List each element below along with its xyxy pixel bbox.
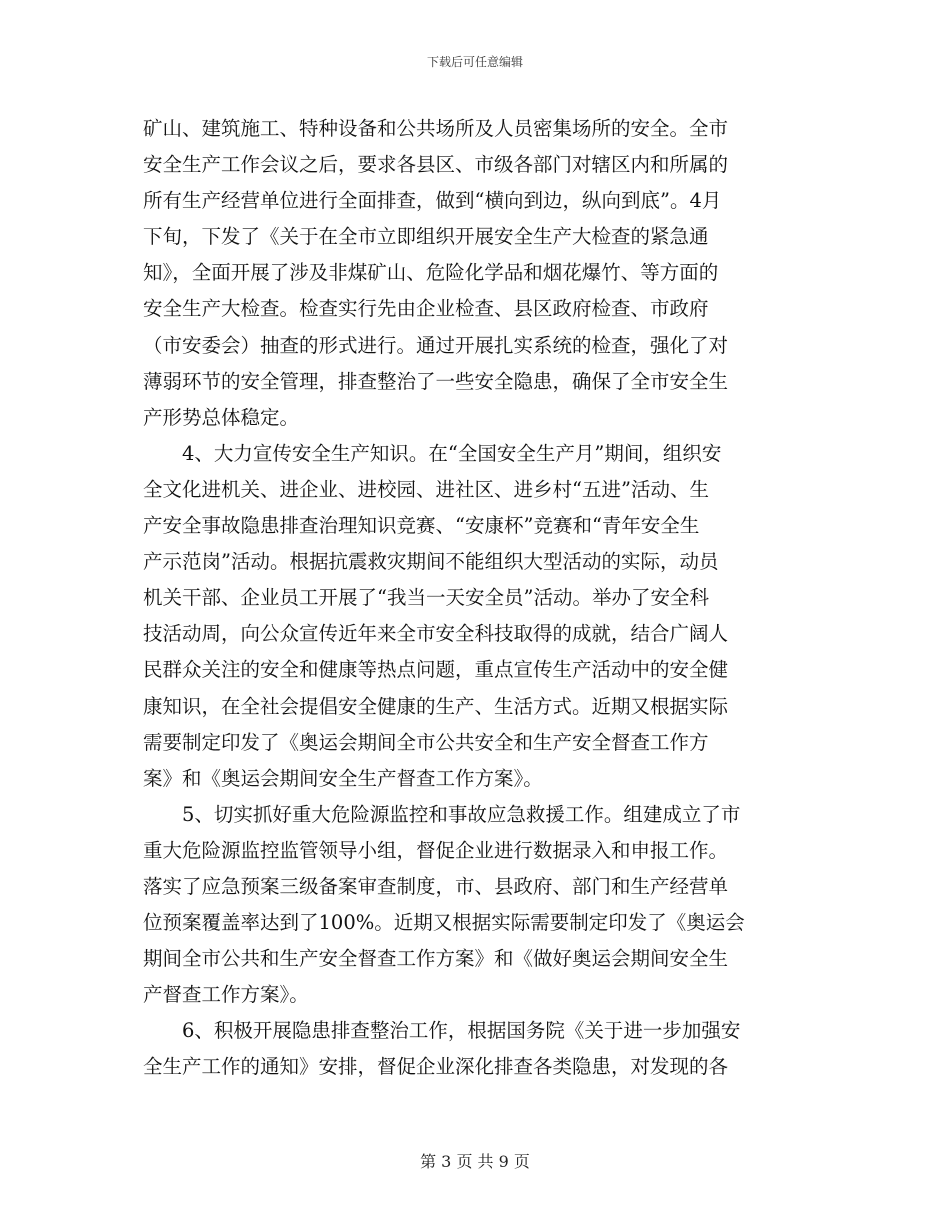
- text-line: 落实了应急预案三级备案审查制度，市、县政府、部门和生产经营单: [143, 874, 729, 898]
- document-body: [143, 111, 808, 1086]
- page-number: 第 3 页 共 9 页: [420, 1152, 530, 1171]
- text-line: 案》和《奥运会期间安全生产督查工作方案》。: [143, 766, 543, 790]
- text-line: （市安委会）抽查的形式进行。通过开展扎实系统的检查，强化了对: [143, 333, 729, 357]
- text-line: 机关干部、企业员工开展了“我当一天安全员”活动。举办了安全科: [143, 586, 709, 610]
- text-line: 民群众关注的安全和健康等热点问题，重点宣传生产活动中的安全健: [143, 658, 729, 682]
- text-line: 安全生产工作会议之后，要求各县区、市级各部门对辖区内和所属的: [143, 153, 729, 177]
- page-header: 下载后可任意编辑: [426, 55, 523, 69]
- text-line: 5、切实抓好重大危险源监控和事故应急救援工作。组建成立了市: [143, 802, 741, 826]
- text-line: 技活动周，向公众宣传近年来全市安全科技取得的成就，结合广阔人: [143, 622, 729, 646]
- text-line: 康知识，在全社会提倡安全健康的生产、生活方式。近期又根据实际: [143, 694, 729, 718]
- text-line: 知》，全面开展了涉及非煤矿山、危险化学品和烟花爆竹、等方面的: [143, 261, 719, 285]
- text-line: 6、积极开展隐患排查整治工作，根据国务院《关于进一步加强安: [143, 1019, 741, 1043]
- text-line: 安全生产大检查。检查实行先由企业检查、县区政府检查、市政府: [143, 297, 709, 321]
- text-line: 位预案覆盖率达到了100%。近期又根据实际需要制定印发了《奥运会: [143, 911, 745, 935]
- text-line: 4、大力宣传安全生产知识。在“全国安全生产月”期间，组织安: [143, 441, 722, 465]
- text-line: 产安全事故隐患排查治理知识竞赛、“安康杯”竞赛和“青年安全生: [143, 514, 700, 538]
- text-line: 产督查工作方案》。: [143, 983, 309, 1007]
- text-line: 产示范岗”活动。根据抗震救灾期间不能组织大型活动的实际，动员: [143, 550, 719, 574]
- text-line: 全生产工作的通知》安排，督促企业深化排查各类隐患，对发现的各: [143, 1055, 729, 1079]
- text-line: 产形势总体稳定。: [143, 405, 300, 429]
- text-line: 重大危险源监控监管领导小组，督促企业进行数据录入和申报工作。: [143, 838, 729, 862]
- text-line: 所有生产经营单位进行全面排查，做到“横向到边，纵向到底”。4月: [143, 189, 722, 213]
- text-line: 期间全市公共和生产安全督查工作方案》和《做好奥运会期间安全生: [143, 947, 729, 971]
- text-line: 薄弱环节的安全管理，排查整治了一些安全隐患，确保了全市安全生: [143, 369, 729, 393]
- text-line: 全文化进机关、进企业、进校园、进社区、进乡村“五进”活动、生: [143, 477, 709, 501]
- text-line: 需要制定印发了《奥运会期间全市公共安全和生产安全督查工作方: [143, 730, 709, 754]
- text-line: 下旬，下发了《关于在全市立即组织开展安全生产大检查的紧急通: [143, 225, 709, 249]
- text-line: 矿山、建筑施工、特种设备和公共场所及人员密集场所的安全。全市: [143, 117, 729, 140]
